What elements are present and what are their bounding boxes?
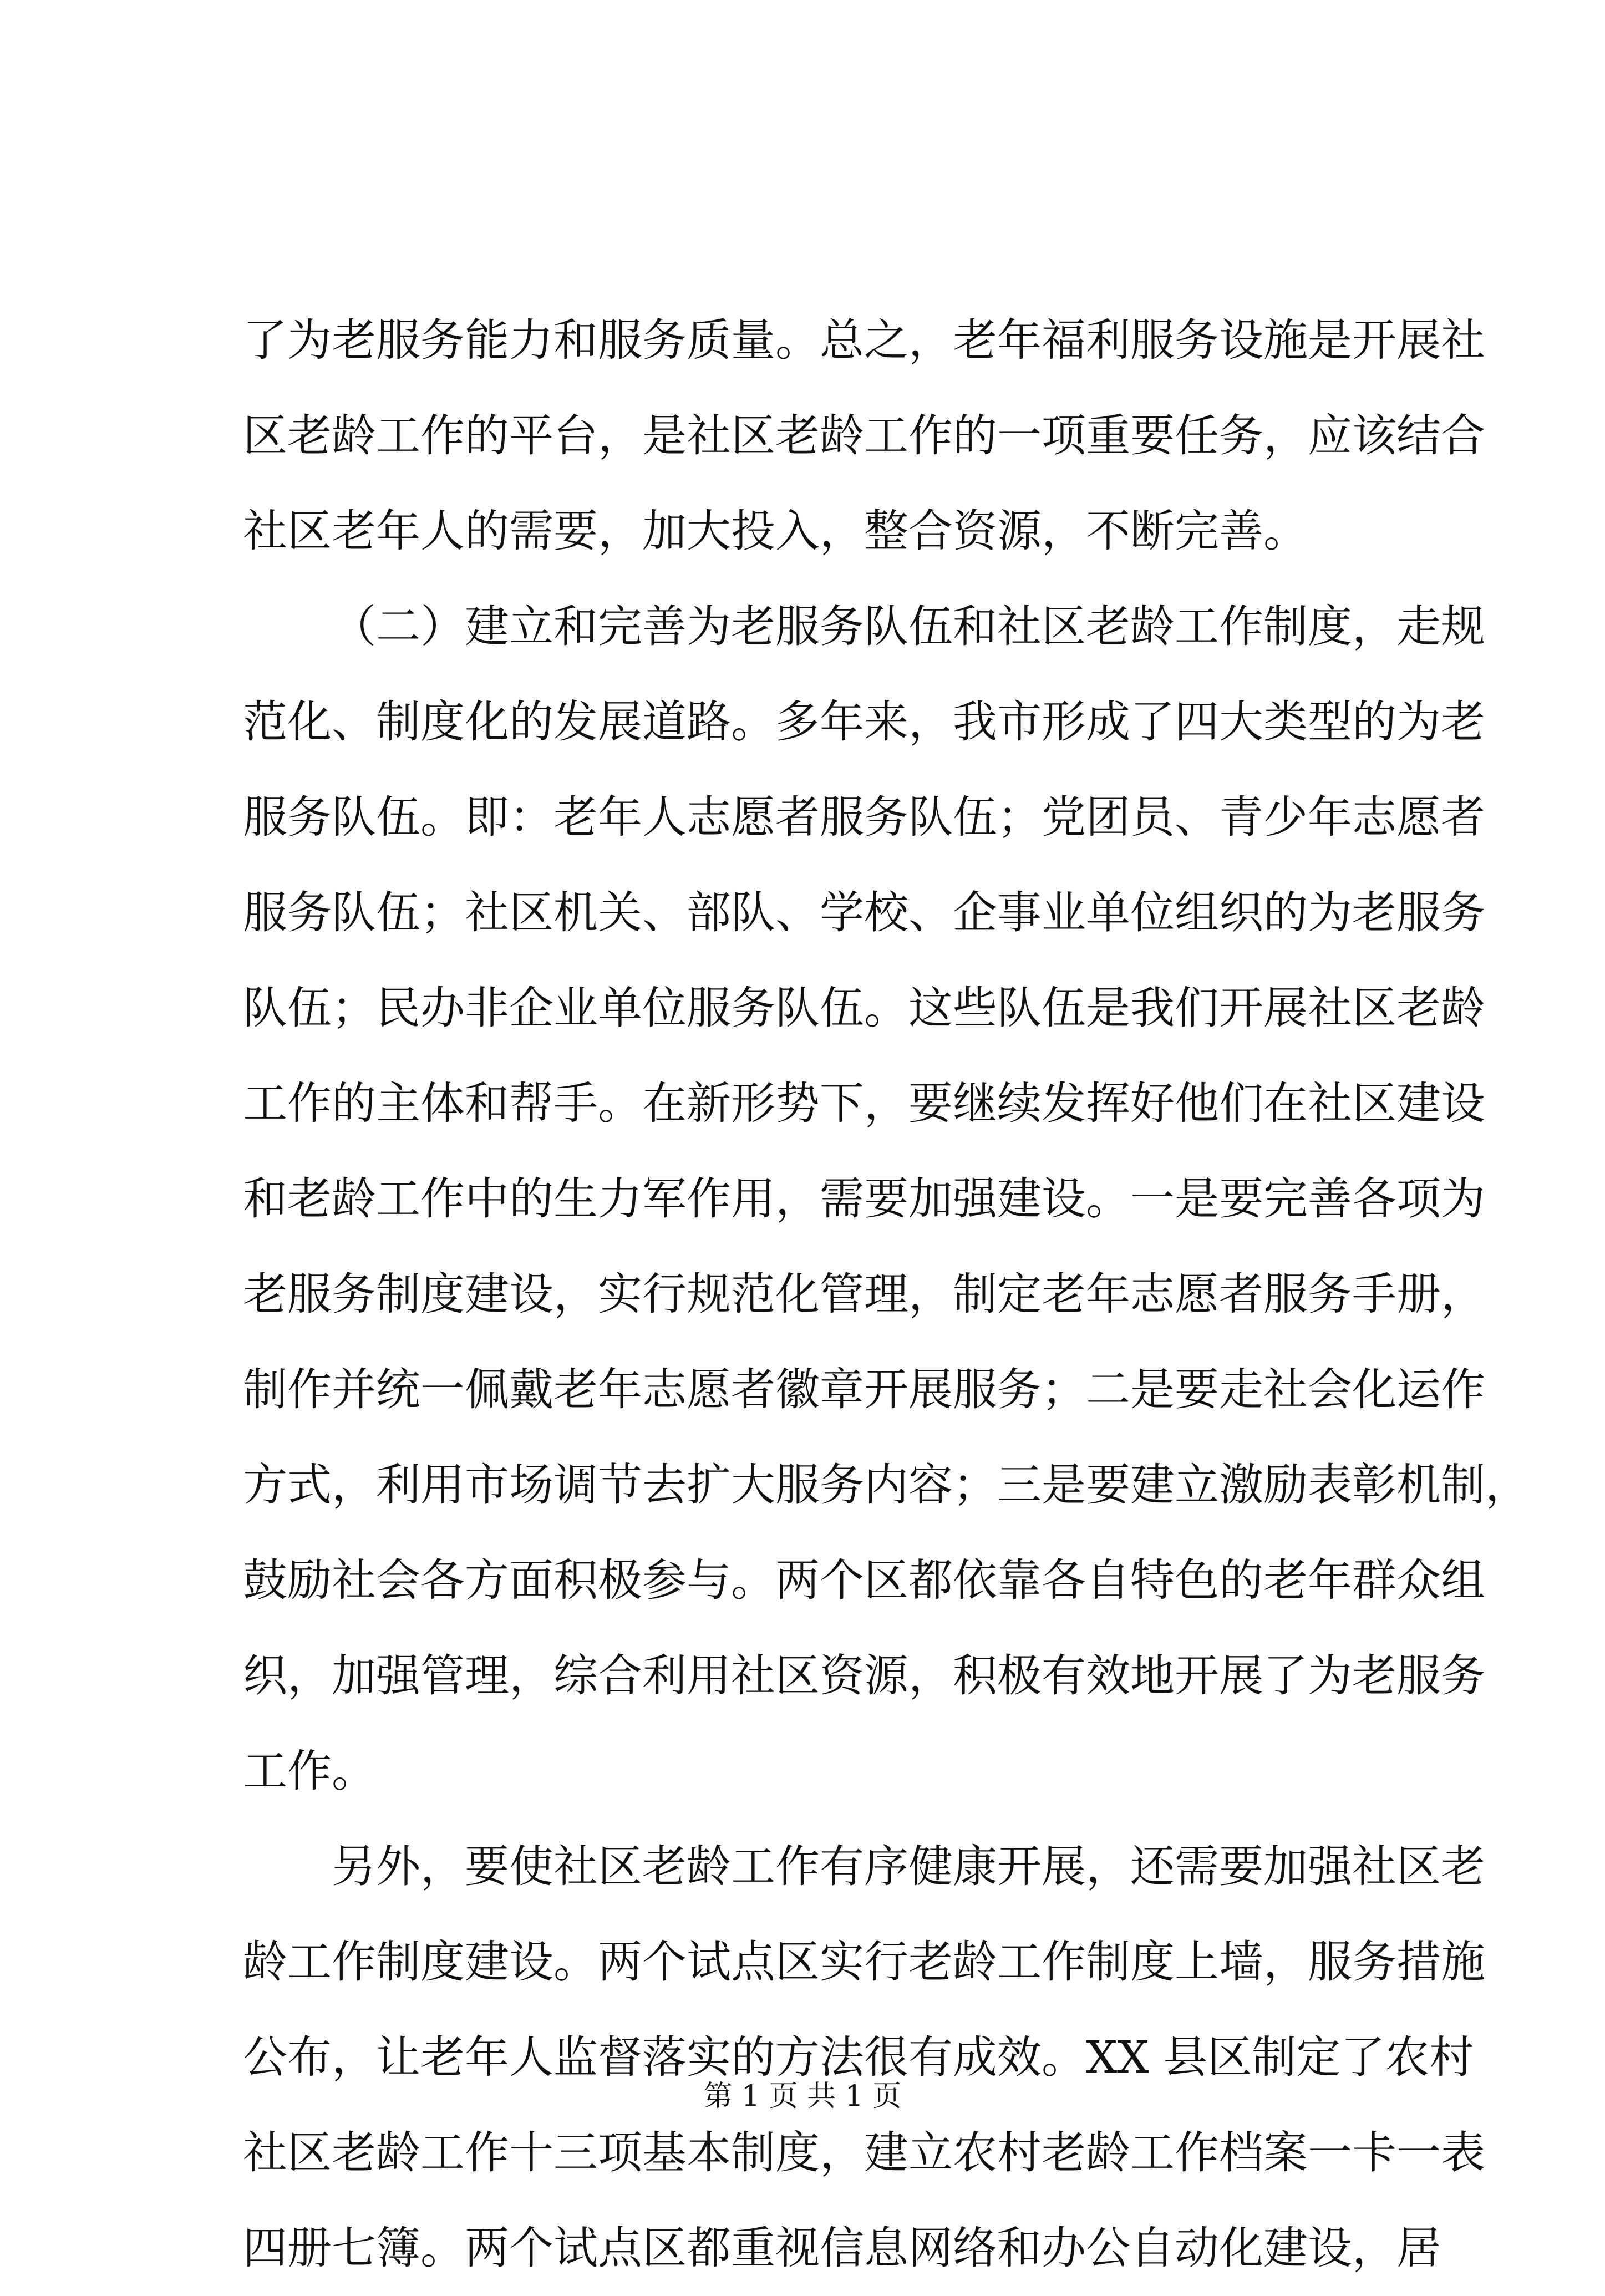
text-line: 工作的主体和帮手。在新形势下，要继续发挥好他们在社区建设 — [243, 1078, 1485, 1129]
text-line: 服务队伍；社区机关、部队、学校、企事业单位组织的为老服务 — [243, 887, 1485, 938]
text-line: 队伍；民办非企业单位服务队伍。这些队伍是我们开展社区老龄 — [243, 982, 1485, 1034]
text-line: 社区老龄工作十三项基本制度，建立农村老龄工作档案一卡一表 — [243, 2127, 1485, 2178]
text-line: 和老龄工作中的生力军作用，需要加强建设。一是要完善各项为 — [243, 1173, 1485, 1225]
document-body — [243, 293, 1530, 2296]
text-line: 龄工作制度建设。两个试点区实行老龄工作制度上墙，服务措施 — [243, 1936, 1485, 1988]
text-line: 了为老服务能力和服务质量。总之，老年福利服务设施是开展社 — [243, 314, 1485, 366]
text-line: 制作并统一佩戴老年志愿者徽章开展服务；二是要走社会化运作 — [243, 1364, 1485, 1415]
text-line: 社区老年人的需要，加大投入，整合资源，不断完善。 — [243, 505, 1308, 557]
text-line: 服务队伍。即：老年人志愿者服务队伍；党团员、青少年志愿者 — [243, 791, 1485, 843]
text-line: 四册七簿。两个试点区都重视信息网络和办公自动化建设，居 — [243, 2222, 1441, 2274]
text-line: （二）建立和完善为老服务队伍和社区老龄工作制度，走规 — [332, 601, 1485, 652]
text-line: 区老龄工作的平台，是社区老龄工作的一项重要任务，应该结合 — [243, 410, 1485, 461]
text-line: 方式，利用市场调节去扩大服务内容；三是要建立激励表彰机制， — [243, 1459, 1530, 1511]
text-line: 老服务制度建设，实行规范化管理，制定老年志愿者服务手册， — [243, 1268, 1485, 1320]
text-line: 另外，要使社区老龄工作有序健康开展，还需要加强社区老 — [332, 1841, 1485, 1892]
text-line: 织，加强管理，综合利用社区资源，积极有效地开展了为老服务 — [243, 1650, 1485, 1701]
text-line: 鼓励社会各方面积极参与。两个区都依靠各自特色的老年群众组 — [243, 1555, 1485, 1606]
text-line: 公布，让老年人监督落实的方法很有成效。XX 县区制定了农村 — [243, 2031, 1474, 2083]
text-line: 范化、制度化的发展道路。多年来，我市形成了四大类型的为老 — [243, 696, 1485, 748]
text-line: 工作。 — [243, 1745, 376, 1797]
page-footer: 第 1 页 共 1 页 — [703, 2080, 902, 2113]
